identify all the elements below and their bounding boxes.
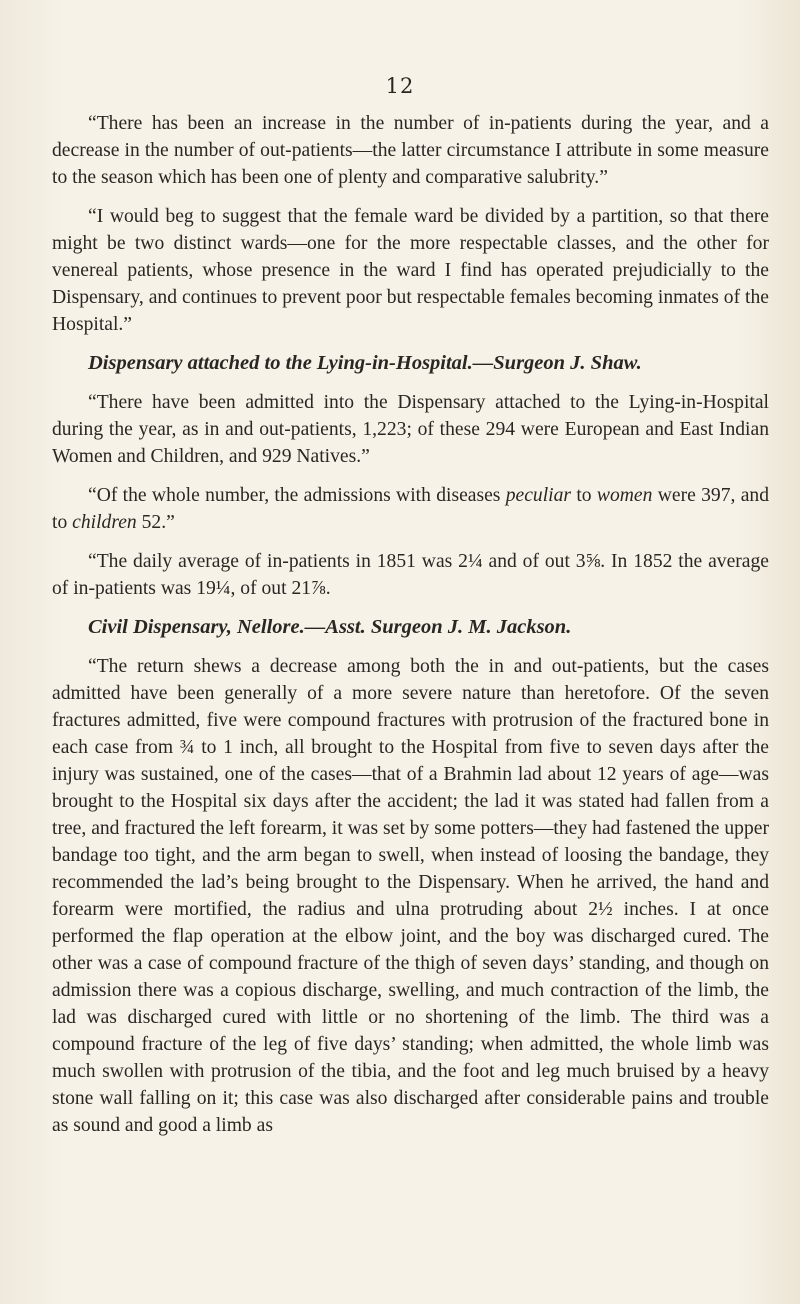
section-surgeon: —Surgeon J. Shaw. — [472, 352, 642, 374]
page-number: 12 — [385, 74, 415, 98]
paragraph-in-patients-increase: “There has been an increase in the number of in-patients during the year, and a decrease in the number of out-patients—the latter circumstance I attribute in some measure to the season which has been one of plenty and comparative salubrity.” — [52, 113, 769, 188]
paragraph-fractures-report: “The return shews a decrease among both the in and out-patients, but the cases admitted have been generally of a more severe nature than heretofore. Of the seven fractures admitted, five were compound fractures with protrusion of the fractured bone in each case from ¾ to 1 inch, all brought to the Hospital from five to seven days after the injury was sustained, one of the cases—that of a Brahmin lad about 12 years of age—was brought to the Hospital six days after the accident; the lad it was stated had fallen from a tree, and fractured the left forearm, it was set by some potters—they had fastened the upper bandage too tight, and the arm began to swell, when instead of loosing the bandage, they recommended the lad’s being brought to the Dispensary. When he arrived, the hand and forearm were mortified, the radius and ulna protruding about 2½ inches. I at once performed the flap operation at the elbow joint, and the boy was discharged cured. The other was a case of compound fracture of the thigh of seven days’ standing, and though on admission there was a copious discharge, swelling, and much contraction of the limb, the lad was discharged cured with little or no shortening of the limb. The third was a compound fracture of the leg of five days’ standing; when admitted, the whole limb was much swollen with protrusion of the tibia, and the foot and leg much bruised by a heavy stone wall falling on it; this case was also discharged after considerable pains and trouble as sound and good a limb as — [52, 656, 769, 1136]
section-heading-lying-in-hospital — [52, 350, 769, 377]
section-title: Dispensary attached to the Lying-in-Hospital. — [88, 352, 473, 374]
section-surgeon: —Asst. Surgeon J. M. Jackson. — [304, 616, 572, 638]
paragraph-peculiar-diseases: “Of the whole number, the admissions with diseases peculiar to women were 397, and to children 52.” — [52, 485, 770, 533]
paragraph-dispensary-admissions: “There have been admitted into the Dispensary attached to the Lying-in-Hospital during the year, as in and out-patients, 1,223; of these 294 were European and East Indian Women and Children, and 929 Natives.” — [52, 392, 769, 467]
section-heading-civil-dispensary-nellore — [52, 614, 769, 641]
body-text — [52, 110, 769, 1151]
paragraph-daily-average: “The daily average of in-patients in 1851 was 2¼ and of out 3⅝. In 1852 the average of in-patients was 19¼, of out 21⅞. — [52, 551, 769, 599]
section-title: Civil Dispensary, Nellore. — [88, 616, 305, 638]
paragraph-female-ward: “I would beg to suggest that the female ward be divided by a partition, so that there might be two distinct wards—one for the more respectable classes, and the other for venereal patients, whose presence in the ward I find has operated prejudicially to the Dispensary, and continues to prevent poor but respectable females becoming inmates of the Hospital.” — [52, 206, 769, 335]
